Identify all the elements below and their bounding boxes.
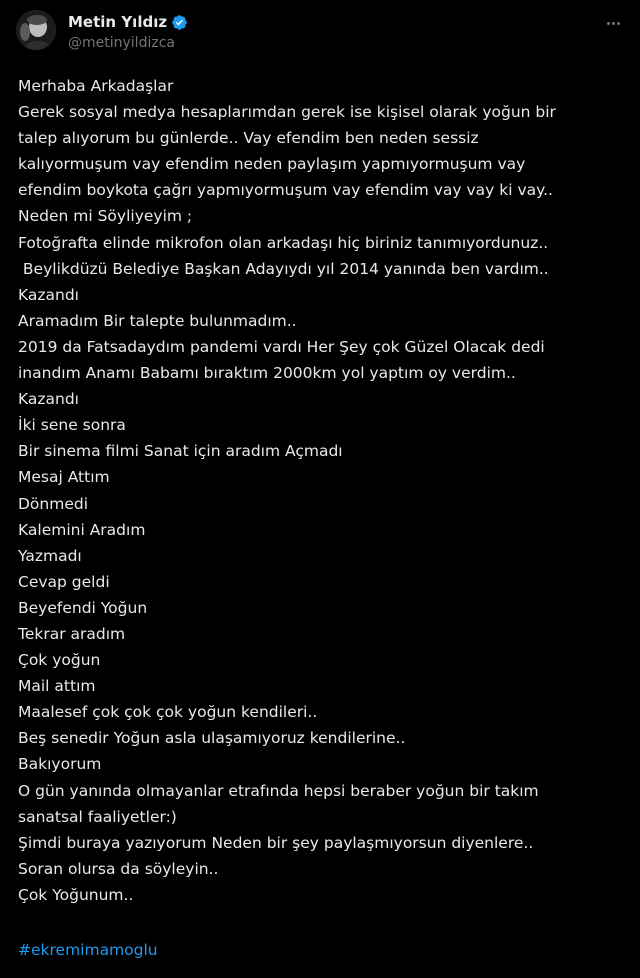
more-options-icon[interactable]: [602, 12, 624, 34]
tweet-text-line: Dönmedi: [18, 494, 89, 513]
tweet-text-line: Şimdi buraya yazıyorum Neden bir şey paylaşmıyorsun diyenlere..: [18, 833, 534, 852]
tweet-text-line: Yazmadı: [18, 546, 82, 565]
tweet-text-line: Gerek sosyal medya hesaplarımdan gerek ise kişisel olarak yoğun bir: [18, 103, 556, 122]
tweet-text-line: O gün yanında olmayanlar etrafında hepsi beraber yoğun bir takım: [18, 781, 539, 800]
avatar-image: [16, 10, 56, 50]
tweet-text-line: Aramadım Bir talepte bulunmadım..: [18, 311, 297, 330]
name-row: [68, 13, 188, 31]
avatar[interactable]: [16, 10, 56, 50]
display-name[interactable]: Metin Yıldız: [68, 13, 168, 31]
tweet-text-line: Beyefendi Yoğun: [18, 598, 148, 617]
hashtag-link[interactable]: #ekremimamoglu: [18, 941, 158, 959]
tweet-text-line: Maalesef çok çok çok yoğun kendileri..: [18, 703, 318, 722]
tweet-text-line: Fotoğrafta elinde mikrofon olan arkadaşı hiç biriniz tanımıyordunuz..: [18, 233, 549, 252]
tweet-text-line: İki sene sonra: [18, 416, 126, 435]
tweet-text-line: Beylikdüzü Belediye Başkan Adayıydı yıl 2014 yanında ben vardım..: [18, 259, 549, 278]
tweet-text-line: kalıyormuşum vay efendim neden paylaşım yapmıyormuşum vay: [18, 155, 526, 174]
verified-badge-icon: [171, 14, 188, 31]
tweet-text-line: Soran olursa da söyleyin..: [18, 859, 219, 878]
user-handle[interactable]: @metinyildizca: [68, 35, 175, 51]
tweet-text-line: efendim boykota çağrı yapmıyormuşum vay efendim vay vay ki vay..: [18, 181, 553, 200]
tweet-text-line: Tekrar aradım: [18, 624, 126, 643]
tweet-text-line: talep alıyorum bu günlerde.. Vay efendim ben neden sessiz: [18, 129, 479, 148]
tweet-text-line: Cevap geldi: [18, 572, 110, 591]
tweet-text-line: Mail attım: [18, 677, 96, 696]
tweet-text-line: Bakıyorum: [18, 755, 102, 774]
tweet-text-line: inandım Anamı Babamı bıraktım 2000km yol yaptım oy verdim..: [18, 364, 516, 383]
tweet-header: [16, 10, 624, 54]
tweet-text-line: Neden mi Söyliyeyim ;: [18, 207, 193, 226]
tweet-text-line: Kalemini Aradım: [18, 520, 146, 539]
tweet-text-line: Çok Yoğunum..: [18, 885, 134, 904]
tweet-text: [18, 73, 628, 908]
tweet-text-line: Beş senedir Yoğun asla ulaşamıyoruz kendilerine..: [18, 729, 406, 748]
tweet-text-line: Bir sinema filmi Sanat için aradım Açmadı: [18, 442, 343, 461]
tweet-text-line: Kazandı: [18, 390, 79, 409]
tweet-text-line: sanatsal faaliyetler:): [18, 807, 177, 826]
tweet-text-line: 2019 da Fatsadaydım pandemi vardı Her Şey çok Güzel Olacak dedi: [18, 337, 545, 356]
tweet-text-line: Merhaba Arkadaşlar: [18, 77, 174, 95]
tweet-text-line: Kazandı: [18, 285, 79, 304]
tweet-text-line: Mesaj Attım: [18, 468, 110, 487]
tweet-text-line: Çok yoğun: [18, 651, 101, 670]
